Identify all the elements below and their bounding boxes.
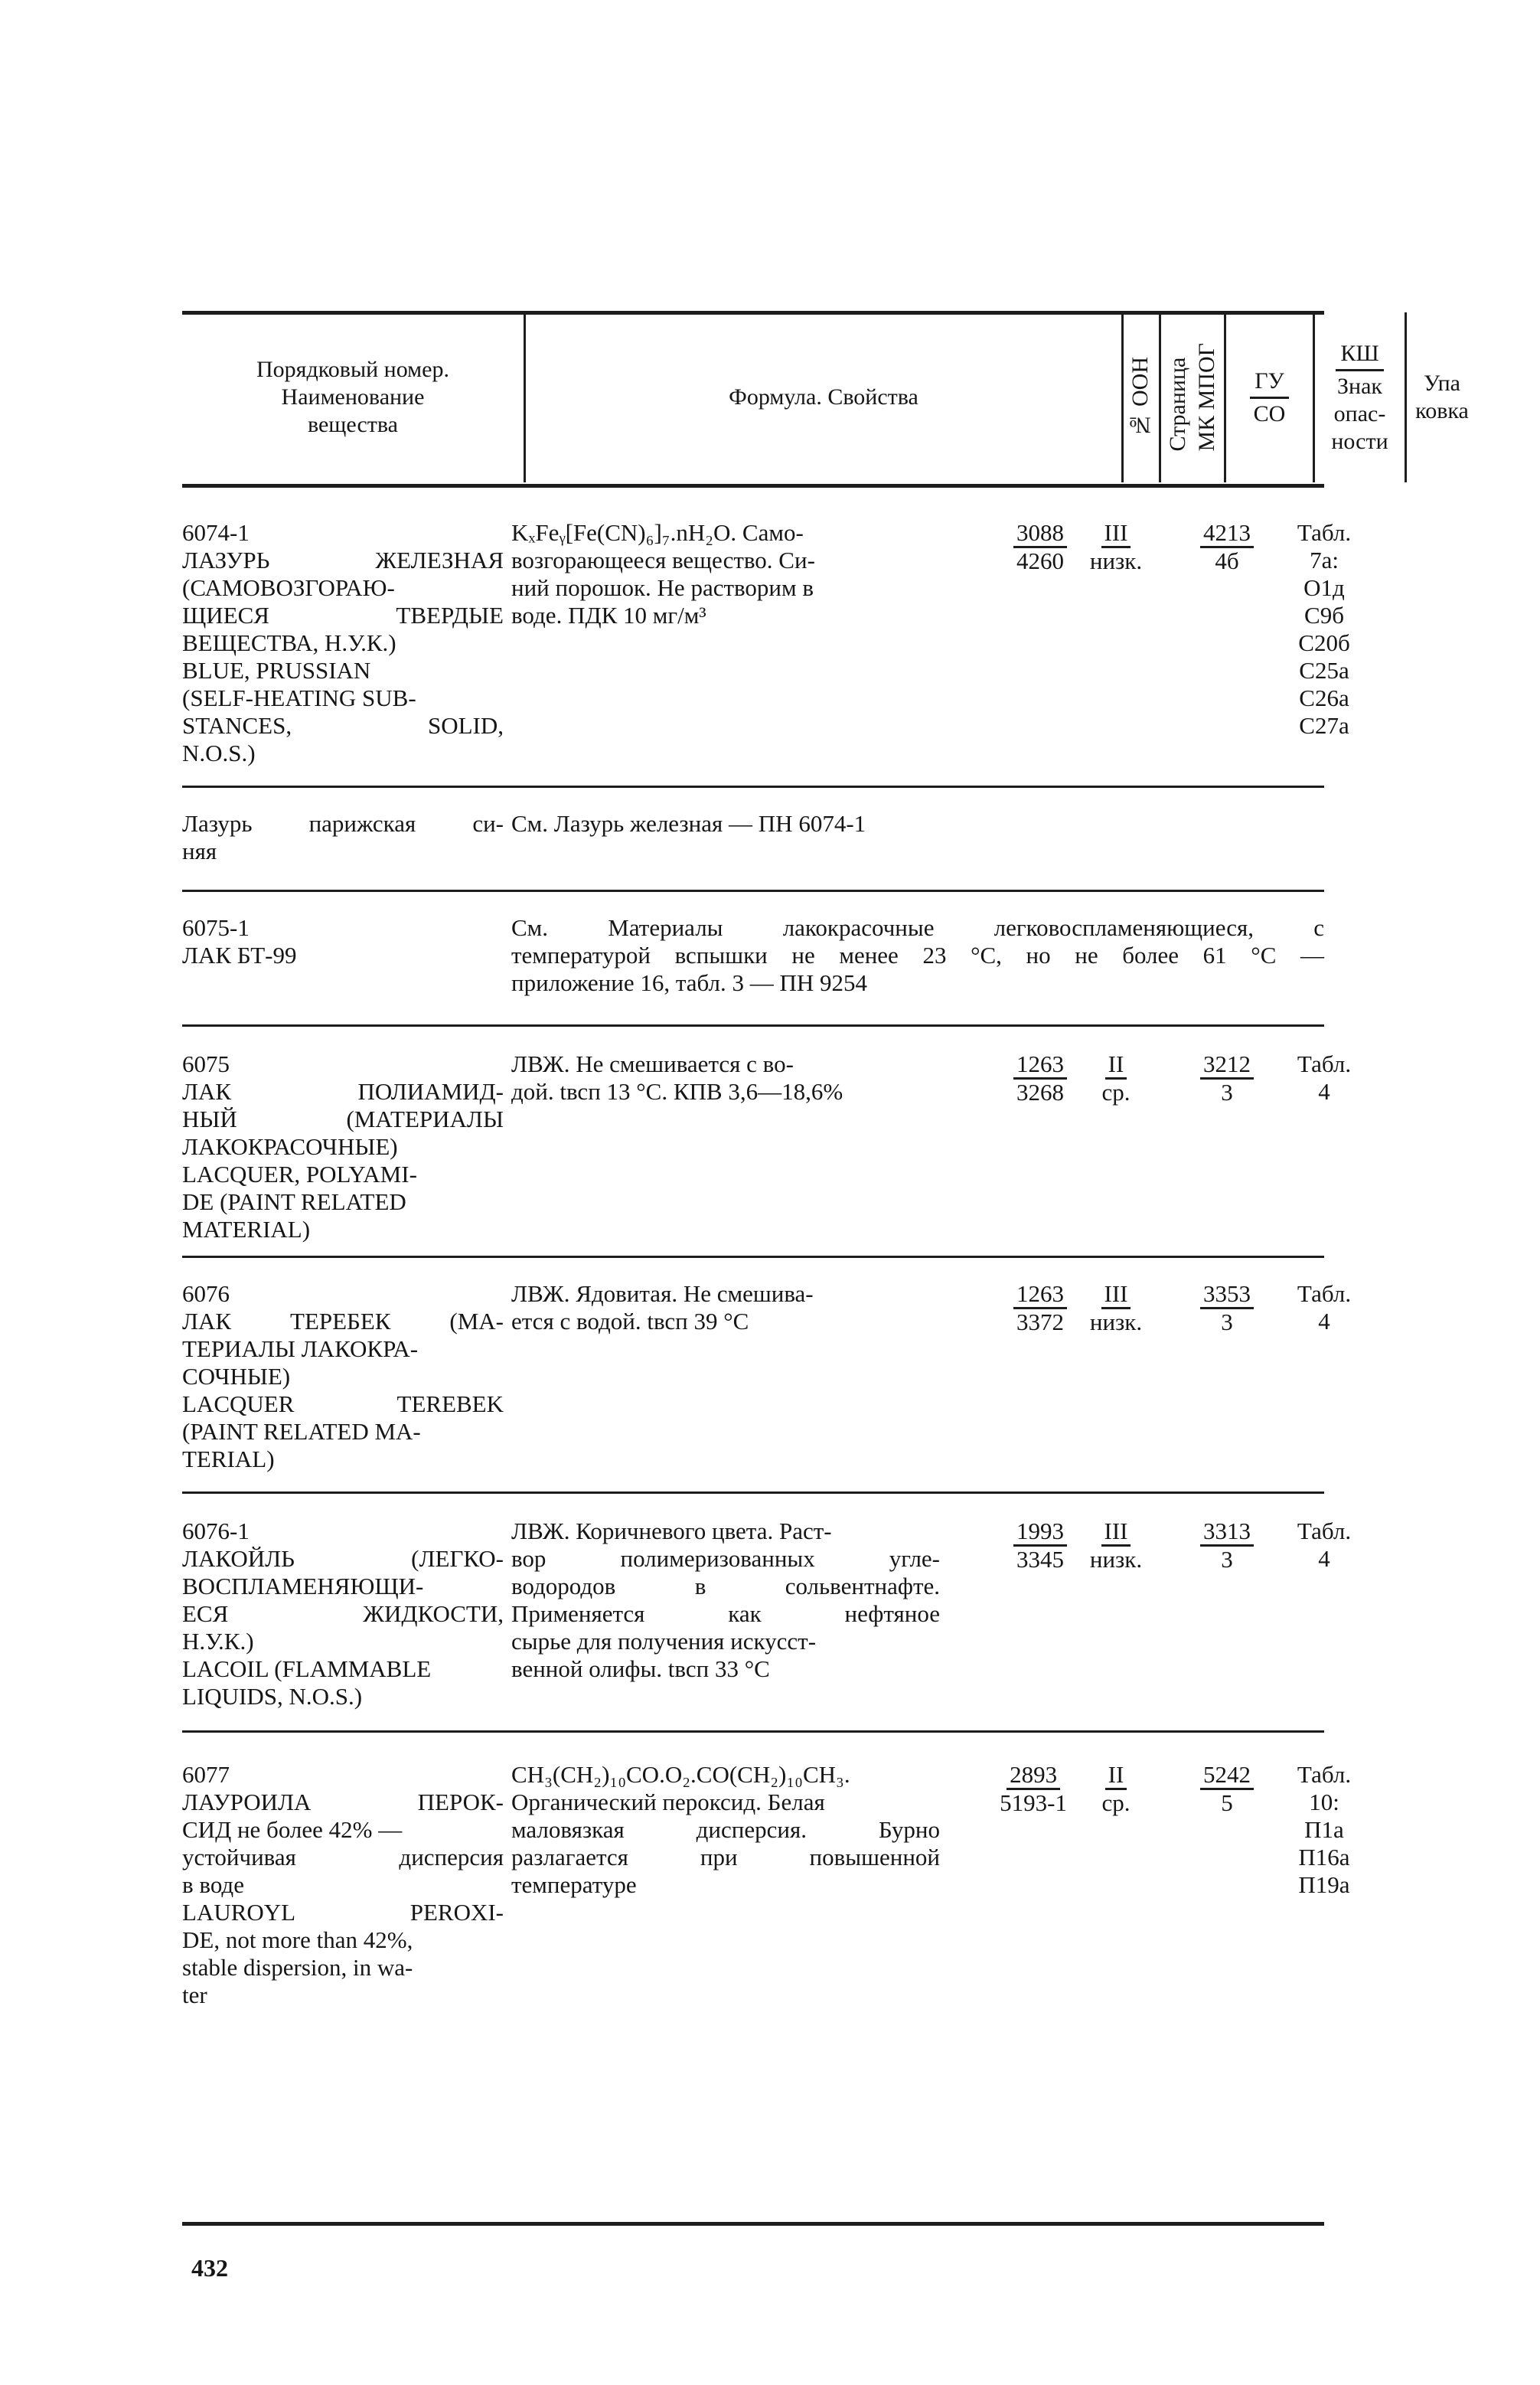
entry-un-page: $\frac{2893}{5193-1}$ xyxy=(1000,1761,1067,1816)
entry-gu-co: II ср. xyxy=(1101,1761,1131,1816)
header-un-col: № ООН xyxy=(1127,357,1153,438)
header-ksh-col: КШ Знак опас- ности xyxy=(1331,340,1388,454)
footer-rule xyxy=(182,2222,1324,2226)
header-page-col: Страница МК МПОГ xyxy=(1165,343,1219,452)
entry-properties: CH₃(CH₂)₁₀CO.O₂.CO(CH₂)₁₀CH₃. Органический пероксид. Белая маловязкая дисперсия. Бурно разлагается при повышенной температуре xyxy=(511,1761,940,1898)
entry-name: 6077 ЛАУРОИЛА ПЕРОК- СИД не более 42% — устойчивая дисперсия в воде LAUROYL PEROXI- DE, not more than 42%, stable dispersion, in wa- ter xyxy=(182,1761,504,2008)
entry-ksh-sign: $\frac{3353}{3}$ xyxy=(1170,1280,1284,1335)
ref-text: См. Лазурь железная — ПН 6074-1 xyxy=(511,810,866,837)
entry-properties: ЛВЖ. Коричневого цвета. Раст- вор полимеризованных угле- водородов в сольвентнафте. Применяется как нефтяное сырье для получения искусст- венной олифы. tвсп 33 °С xyxy=(511,1518,940,1682)
entry-name: 6074-1 ЛАЗУРЬ ЖЕЛЕЗНАЯ (САМОВОЗГОРАЮ- ЩИЕСЯ ТВЕРДЫЕ ВЕЩЕСТВА, Н.У.К.) BLUE, PRUSSIAN (SELF-HEATING SUB- STANCES, SOLID, N.O.S.) xyxy=(182,519,504,766)
entry-gu-co: III низк. xyxy=(1089,1518,1143,1573)
entry-ksh-sign: 4213 4б xyxy=(1170,519,1284,574)
entry-un-page: $\frac{1263}{3372}$ xyxy=(945,1280,1067,1335)
entry-properties: KₓFeᵧ[Fe(CN)₆]₇.nH₂O. Само- возгорающееся вещество. Си- ний порошок. Не растворим в воде. ПДК 10 мг/м³ xyxy=(511,519,815,629)
header-name-col: Порядковый номер. Наименование вещества xyxy=(256,357,449,437)
page-number: 432 xyxy=(191,2254,228,2282)
entry-un-page: $\frac{3088}{4260}$ xyxy=(945,519,1067,574)
header-gu-col: $\frac{ГУ}{СО}$ xyxy=(1226,312,1313,482)
entry-name: 6076 ЛАК ТЕРЕБЕК (МА- ТЕРИАЛЫ ЛАКОКРА- СОЧНЫЕ) LACQUER TEREBEK (PAINT RELATED MA- TERIAL) xyxy=(182,1280,504,1472)
entry-ksh-sign: $\frac{5242}{5}$ xyxy=(1170,1761,1284,1816)
entry-rule xyxy=(182,1256,1324,1258)
ref-name: 6075-1 ЛАК БТ-99 xyxy=(182,914,297,969)
entry-packing: Табл. 4 xyxy=(1297,1280,1352,1335)
entry-rule xyxy=(182,1730,1324,1733)
table-header xyxy=(182,312,1469,482)
entry-packing: Табл. 7а: О1д С9б С20б С25а С26а С27а xyxy=(1297,519,1352,739)
entry-name: 6076-1 ЛАКОЙЛЬ (ЛЕГКО- ВОСПЛАМЕНЯЮЩИ- ЕСЯ ЖИДКОСТИ, Н.У.К.) LACOIL (FLAMMABLE LIQUIDS, N.O.S.) xyxy=(182,1518,504,1710)
entry-gu-co: II ср. xyxy=(1101,1050,1131,1106)
entry-rule xyxy=(182,1024,1324,1027)
entry-name: 6075 ЛАК ПОЛИАМИД- НЫЙ (МАТЕРИАЛЫ ЛАКОКРАСОЧНЫЕ) LACQUER, POLYAMI- DE (PAINT RELATED MATERIAL) xyxy=(182,1050,504,1243)
entry-gu-co: III низк. xyxy=(1089,1280,1143,1335)
entry-packing: Табл. 10: П1а П16а П19а xyxy=(1297,1761,1352,1898)
ref-name: Лазурь парижская си- няя xyxy=(182,810,504,864)
entry-rule xyxy=(182,890,1324,892)
entry-properties: ЛВЖ. Не смешивается с во- дой. tвсп 13 °С. КПВ 3,6—18,6% xyxy=(511,1050,843,1105)
entry-rule xyxy=(182,786,1324,788)
header-pack-col: Упа ковка xyxy=(1415,371,1469,423)
entry-rule xyxy=(182,1491,1324,1494)
entry-ksh-sign: $\frac{3212}{3}$ xyxy=(1170,1050,1284,1106)
entry-gu-co: III низк. xyxy=(1089,519,1143,574)
entry-packing: Табл. 4 xyxy=(1297,1518,1352,1572)
entry-un-page: $\frac{1263}{3268}$ xyxy=(945,1050,1067,1106)
header-formula-col: Формула. Свойства xyxy=(729,384,918,410)
entry-ksh-sign: $\frac{3313}{3}$ xyxy=(1170,1518,1284,1573)
entry-un-page: $\frac{1993}{3345}$ xyxy=(945,1518,1067,1573)
entry-packing: Табл. 4 xyxy=(1297,1050,1352,1105)
entry-properties: ЛВЖ. Ядовитая. Не смешива- ется с водой. tвсп 39 °С xyxy=(511,1280,814,1335)
header-bottom-rule xyxy=(182,484,1324,488)
ref-text: См. Материалы лакокрасочные легковоспламеняющиеся, с температурой вспышки не менее 23 °С, но не более 61 °С — приложение 16, табл. 3 — ПН 9254 xyxy=(511,914,1324,996)
